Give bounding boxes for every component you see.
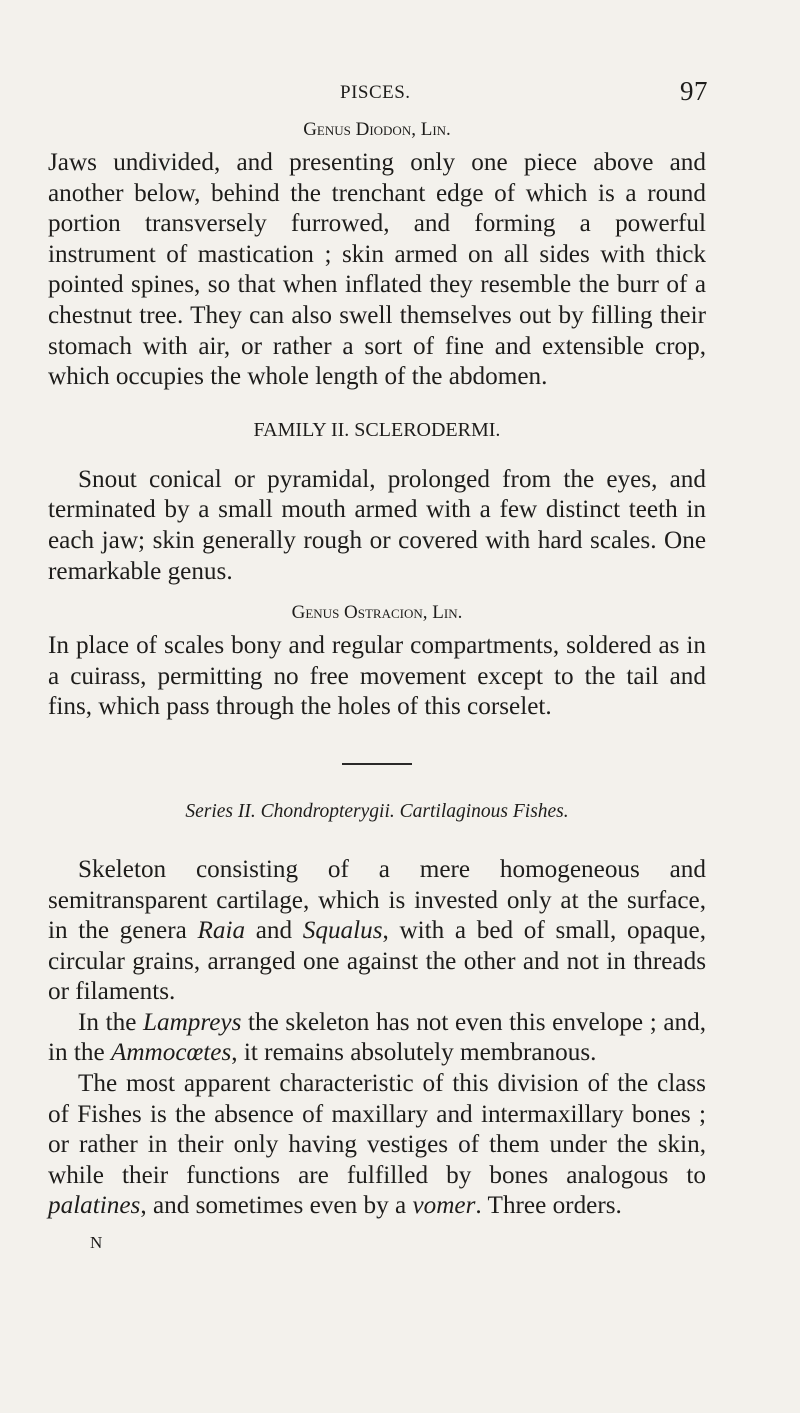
body-text <box>48 116 706 1254</box>
family-heading: FAMILY II. SCLERODERMI. <box>253 418 501 441</box>
section-rule <box>342 763 412 765</box>
term-palatines: palatines <box>48 1192 141 1220</box>
page-number: 97 <box>680 76 708 106</box>
term-ammocoetes: Ammocœtes <box>110 1039 232 1067</box>
genus-raia: Raia <box>197 917 246 945</box>
series-paragraph-1: Skeleton consisting of a mere homogeneous and semitransparent cartilage, which is invested only at the surface, in the genera Raia and Squalus, with a bed of small, opaque, circular grains, arranged one against the other and not in threads or filaments. <box>48 855 706 1006</box>
diodon-paragraph: Jaws undivided, and presenting only one piece above and another below, behind the trenchant edge of which is a round portion transversely furrowed, and forming a powerful instrument of mastication ; skin armed on all sides with thick pointed spines, so that when inflated they resemble the burr of a chestnut tree. They can also swell themselves out by filling their stomach with air, or rather a sort of fine and extensible crop, which occupies the whole length of the abdomen. <box>48 149 706 391</box>
ostracion-paragraph: In place of scales bony and regular compartments, soldered as in a cuirass, permitting no free movement except to the tail and fins, which pass through the holes of this corselet. <box>48 632 706 721</box>
genus-diodon-heading: Genus Diodon, Lin. <box>303 119 451 140</box>
genus-squalus: Squalus <box>302 917 383 945</box>
family-paragraph: Snout conical or pyramidal, prolonged from the eyes, and terminated by a small mouth armed with a few distinct teeth in each jaw; skin generally rough or covered with hard scales. One remarkable genus. <box>48 465 706 585</box>
series-paragraph-3: The most apparent characteristic of this division of the class of Fishes is the absence of maxillary and intermaxillary bones ; or rather in their only having vestiges of them under the skin, while their functions are fulfilled by bones analogous to palatines, and sometimes even by a vomer. Three orders. <box>48 1070 706 1220</box>
genus-ostracion-heading: Genus Ostracion, Lin. <box>291 602 463 624</box>
series-paragraph-2: In the Lampreys the skeleton has not even this envelope ; and, in the Ammocœtes, it remains absolutely membranous. <box>48 1008 706 1067</box>
series-heading: Series II. Chondropterygii. Cartilaginous Fishes. <box>185 800 569 822</box>
running-title: PISCES. <box>340 82 411 103</box>
signature-mark: N <box>90 1233 103 1253</box>
term-lampreys: Lampreys <box>143 1008 242 1036</box>
term-vomer: vomer <box>412 1192 476 1220</box>
